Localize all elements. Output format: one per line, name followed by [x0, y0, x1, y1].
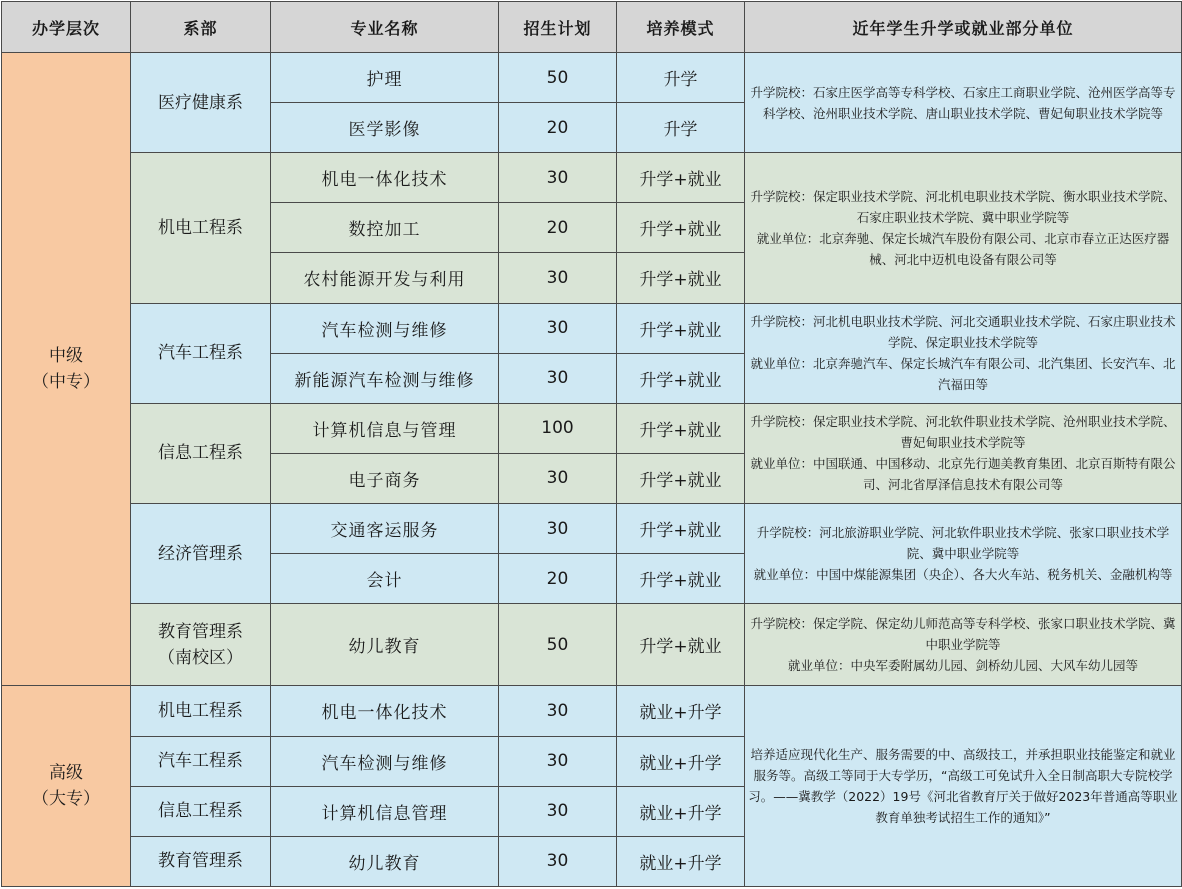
dept-cell: 机电工程系 [131, 686, 271, 736]
major-cell: 机电一体化技术 [271, 686, 499, 736]
mode-cell: 就业+升学 [617, 836, 745, 886]
plan-cell: 30 [499, 453, 617, 503]
mode-cell: 升学 [617, 103, 745, 153]
dept-cell: 机电工程系 [131, 153, 271, 303]
major-cell: 会计 [271, 554, 499, 604]
major-cell: 交通客运服务 [271, 503, 499, 553]
mode-cell: 升学+就业 [617, 453, 745, 503]
enrollment-table [1, 1, 1182, 887]
mode-cell: 就业+升学 [617, 786, 745, 836]
level-sub: （大专） [32, 789, 100, 810]
major-cell: 计算机信息与管理 [271, 403, 499, 453]
table-row [2, 403, 1182, 453]
dest-cell [745, 303, 1182, 403]
dest-line: 就业单位：中国中煤能源集团（央企）、各大火车站、税务机关、金融机构等 [753, 567, 1173, 583]
mode-cell: 升学+就业 [617, 353, 745, 403]
major-cell: 幼儿教育 [271, 604, 499, 686]
table-row [2, 604, 1182, 686]
major-cell: 汽车检测与维修 [271, 303, 499, 353]
plan-cell: 30 [499, 786, 617, 836]
header-destinations: 近年学生升学或就业部分单位 [745, 2, 1182, 53]
dest-cell [745, 53, 1182, 153]
plan-cell: 30 [499, 686, 617, 736]
major-cell: 计算机信息管理 [271, 786, 499, 836]
major-cell: 新能源汽车检测与维修 [271, 353, 499, 403]
dept-cell: 教育管理系 [131, 836, 271, 886]
dest-cell [745, 604, 1182, 686]
mode-cell: 就业+升学 [617, 686, 745, 736]
dept-cell: 汽车工程系 [131, 303, 271, 403]
mode-cell: 升学+就业 [617, 153, 745, 203]
dest-line: 就业单位：北京奔驰、保定长城汽车股份有限公司、北京市春立正达医疗器械、河北中迈机电设备有限公司等 [756, 230, 1170, 267]
dest-line: 就业单位：中央军委附属幼儿园、剑桥幼儿园、大风车幼儿园等 [787, 658, 1138, 674]
plan-cell: 30 [499, 153, 617, 203]
dest-cell [745, 503, 1182, 603]
plan-cell: 20 [499, 103, 617, 153]
plan-cell: 30 [499, 353, 617, 403]
dept-cell [131, 604, 271, 686]
mode-cell: 升学+就业 [617, 604, 745, 686]
mode-cell: 升学+就业 [617, 403, 745, 453]
dept-cell: 信息工程系 [131, 786, 271, 836]
dest-line: 升学院校：河北机电职业技术学院、河北交通职业技术学院、石家庄职业技术学院、保定职业技术学院等 [750, 314, 1176, 351]
level-cell-mid [2, 53, 131, 686]
table-row [2, 153, 1182, 203]
plan-cell: 20 [499, 554, 617, 604]
level-name: 高级 [49, 763, 83, 784]
dept-name: 教育管理系 [158, 621, 243, 642]
header-dept: 系部 [131, 2, 271, 53]
table-row [2, 686, 1182, 736]
mode-cell: 升学+就业 [617, 203, 745, 253]
plan-cell: 100 [499, 403, 617, 453]
mode-cell: 升学+就业 [617, 554, 745, 604]
mode-cell: 升学+就业 [617, 503, 745, 553]
plan-cell: 30 [499, 836, 617, 886]
dest-note: 培养适应现代化生产、服务需要的中、高级技工，并承担职业技能鉴定和就业服务等。高级工等同于大专学历，“高级工可免试升入全日制高职大专院校学习。——冀教学（2022）19号《河北省教育厅关于做好2023年普通高等职业教育单独考试招生工作的通知》” [748, 747, 1178, 826]
plan-cell: 30 [499, 503, 617, 553]
dest-line: 升学院校：保定职业技术学院、河北机电职业技术学院、衡水职业技术学院、石家庄职业技术学院、冀中职业学院等 [750, 188, 1176, 225]
major-cell: 汽车检测与维修 [271, 736, 499, 786]
header-mode: 培养模式 [617, 2, 745, 53]
header-plan: 招生计划 [499, 2, 617, 53]
major-cell: 电子商务 [271, 453, 499, 503]
dept-cell: 汽车工程系 [131, 736, 271, 786]
mode-cell: 升学+就业 [617, 253, 745, 303]
major-cell: 护理 [271, 53, 499, 103]
plan-cell: 30 [499, 253, 617, 303]
major-cell: 幼儿教育 [271, 836, 499, 886]
header-major: 专业名称 [271, 2, 499, 53]
major-cell: 农村能源开发与利用 [271, 253, 499, 303]
level-sub: （中专） [32, 372, 100, 393]
plan-cell: 30 [499, 736, 617, 786]
plan-cell: 20 [499, 203, 617, 253]
major-cell: 数控加工 [271, 203, 499, 253]
major-cell: 机电一体化技术 [271, 153, 499, 203]
table-row [2, 53, 1182, 103]
level-name: 中级 [49, 346, 83, 367]
mode-cell: 升学+就业 [617, 303, 745, 353]
dept-campus: （南校区） [158, 647, 243, 668]
dest-cell [745, 153, 1182, 303]
level-cell-high [2, 686, 131, 887]
dept-cell: 医疗健康系 [131, 53, 271, 153]
dest-line: 升学院校：石家庄医学高等专科学校、石家庄工商职业学院、沧州医学高等专科学校、沧州职业技术学院、唐山职业技术学院、曹妃甸职业技术学院等 [750, 84, 1176, 121]
plan-cell: 30 [499, 303, 617, 353]
dest-cell [745, 403, 1182, 503]
dest-line: 升学院校：保定职业技术学院、河北软件职业技术学院、沧州职业技术学院、曹妃甸职业技术学院等 [750, 414, 1176, 451]
dept-cell: 信息工程系 [131, 403, 271, 503]
dest-cell [745, 686, 1182, 887]
header-row [2, 2, 1182, 53]
mode-cell: 升学 [617, 53, 745, 103]
dest-line: 就业单位：北京奔驰汽车、保定长城汽车有限公司、北汽集团、长安汽车、北汽福田等 [750, 356, 1176, 393]
mode-cell: 就业+升学 [617, 736, 745, 786]
table-row [2, 303, 1182, 353]
dest-line: 就业单位：中国联通、中国移动、北京先行迦美教育集团、北京百斯特有限公司、河北省厚泽信息技术有限公司等 [750, 456, 1176, 493]
plan-cell: 50 [499, 53, 617, 103]
dest-line: 升学院校：河北旅游职业学院、河北软件职业技术学院、张家口职业技术学院、冀中职业学院等 [756, 525, 1170, 562]
header-level: 办学层次 [2, 2, 131, 53]
dept-cell: 经济管理系 [131, 503, 271, 603]
plan-cell: 50 [499, 604, 617, 686]
table-row [2, 503, 1182, 553]
major-cell: 医学影像 [271, 103, 499, 153]
dest-line: 升学院校：保定学院、保定幼儿师范高等专科学校、张家口职业技术学院、冀中职业学院等 [750, 616, 1176, 653]
